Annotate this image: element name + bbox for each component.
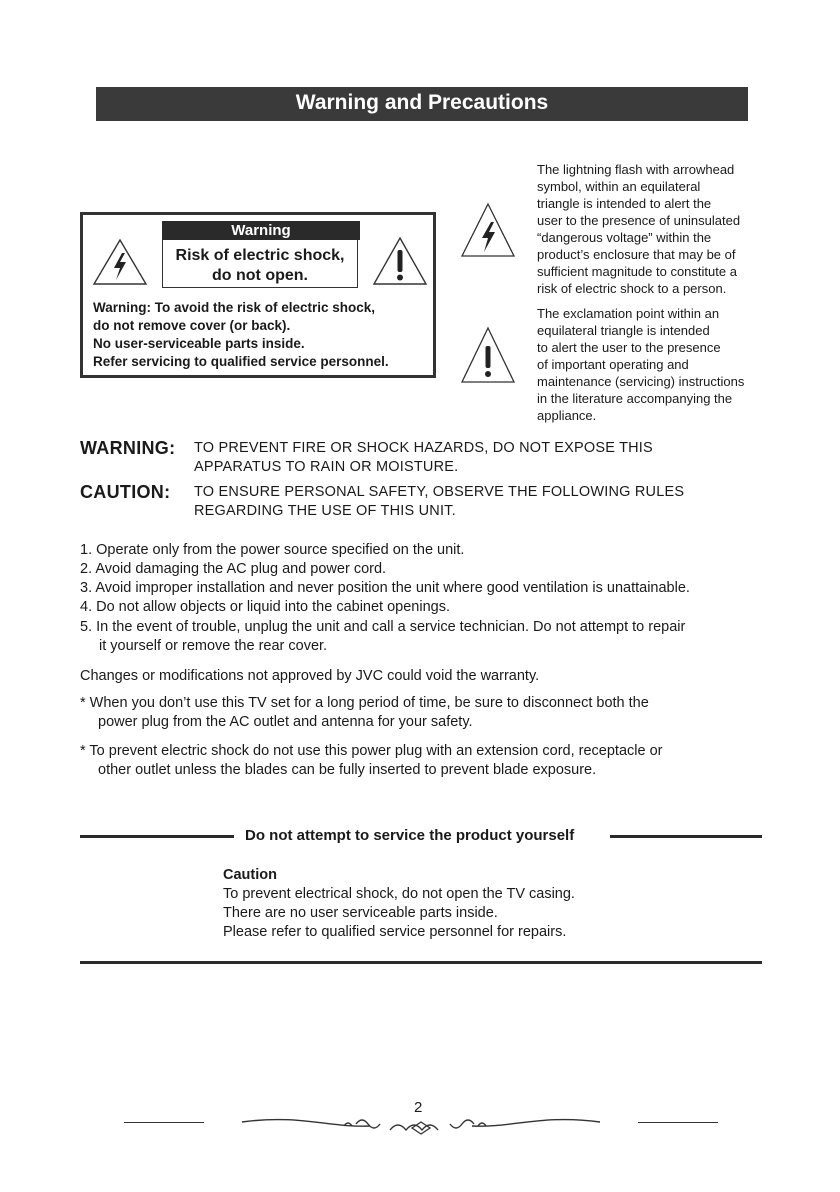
rule-item: 2. Avoid damaging the AC plug and power cord. <box>80 561 387 577</box>
exclamation-line: maintenance (servicing) instructions <box>537 374 745 389</box>
warning-text-line: Warning: To avoid the risk of electric shock, <box>93 300 376 315</box>
warning-text-line: Refer servicing to qualified service personnel. <box>93 354 389 369</box>
lightning-triangle-icon <box>92 238 148 286</box>
lightning-line: product’s enclosure that may be of <box>537 247 736 262</box>
footer-rule-left <box>124 1122 204 1123</box>
warning-notice <box>194 439 754 477</box>
exclamation-symbol-icon <box>460 326 516 384</box>
exclamation-line: in the literature accompanying the <box>537 391 733 406</box>
warning-notice-line: APPARATUS TO RAIN OR MOISTURE. <box>194 459 459 475</box>
exclamation-line: of important operating and <box>537 357 689 372</box>
service-caution-line: To prevent electrical shock, do not open the TV casing. <box>223 886 575 902</box>
rule-item: 1. Operate only from the power source specified on the unit. <box>80 542 465 558</box>
bullet-item: * When you don’t use this TV set for a long period of time, be sure to disconnect both the <box>80 695 649 711</box>
divider-line <box>610 835 762 838</box>
bullet-item-continued: power plug from the AC outlet and antenna for your safety. <box>98 714 473 730</box>
rule-item: 4. Do not allow objects or liquid into the cabinet openings. <box>80 599 450 615</box>
warning-text-line: No user-serviceable parts inside. <box>93 336 305 351</box>
warning-label-text <box>93 299 433 371</box>
service-caution-heading: Caution <box>223 867 277 883</box>
lightning-line: sufficient magnitude to constitute a <box>537 264 737 279</box>
warning-label-heading: Warning <box>162 221 360 240</box>
lightning-line: “dangerous voltage” within the <box>537 230 712 245</box>
page-number: 2 <box>414 1099 423 1116</box>
caution-notice <box>194 483 754 521</box>
caution-notice-line: TO ENSURE PERSONAL SAFETY, OBSERVE THE FOLLOWING RULES <box>194 484 685 500</box>
service-caution <box>223 866 575 942</box>
caution-heading: CAUTION: <box>80 482 171 502</box>
footer-rule-right <box>638 1122 718 1123</box>
caution-notice-line: REGARDING THE USE OF THIS UNIT. <box>194 503 456 519</box>
service-caution-line: There are no user serviceable parts inside. <box>223 905 498 921</box>
warning-heading: WARNING: <box>80 438 176 458</box>
lightning-line: risk of electric shock to a person. <box>537 281 727 296</box>
exclamation-line: The exclamation point within an <box>537 306 720 321</box>
page-title: Warning and Precautions <box>96 87 748 121</box>
warning-notice-line: TO PREVENT FIRE OR SHOCK HAZARDS, DO NOT EXPOSE THIS <box>194 440 653 456</box>
divider-line <box>80 835 234 838</box>
exclamation-line: equilateral triangle is intended <box>537 323 710 338</box>
bullet-item-continued: other outlet unless the blades can be fully inserted to prevent blade exposure. <box>98 762 597 778</box>
warning-inner-line-2: do not open. <box>212 267 308 284</box>
rule-item: 3. Avoid improper installation and never position the unit where good ventilation is unattainable. <box>80 580 690 596</box>
service-caution-line: Please refer to qualified service personnel for repairs. <box>223 924 567 940</box>
service-title: Do not attempt to service the product yourself <box>245 827 575 844</box>
warning-inner-line-1: Risk of electric shock, <box>175 247 345 264</box>
exclamation-description <box>537 305 769 424</box>
exclamation-line: appliance. <box>537 408 597 423</box>
warning-text-line: do not remove cover (or back). <box>93 318 291 333</box>
lightning-line: triangle is intended to alert the <box>537 196 712 211</box>
changes-note: Changes or modifications not approved by JVC could void the warranty. <box>80 668 540 684</box>
lightning-line: user to the presence of uninsulated <box>537 213 741 228</box>
lightning-symbol-icon <box>460 202 516 258</box>
rule-item-continued: it yourself or remove the rear cover. <box>99 638 328 654</box>
lightning-line: The lightning flash with arrowhead <box>537 162 735 177</box>
lightning-description <box>537 161 769 297</box>
exclamation-triangle-icon <box>372 236 428 286</box>
warning-label-inner <box>162 240 358 288</box>
rule-item: 5. In the event of trouble, unplug the unit and call a service technician. Do not attempt to repair <box>80 619 686 635</box>
exclamation-line: to alert the user to the presence <box>537 340 721 355</box>
lightning-line: symbol, within an equilateral <box>537 179 701 194</box>
bottom-divider <box>80 961 762 964</box>
bullet-item: * To prevent electric shock do not use this power plug with an extension cord, receptacle or <box>80 743 663 759</box>
